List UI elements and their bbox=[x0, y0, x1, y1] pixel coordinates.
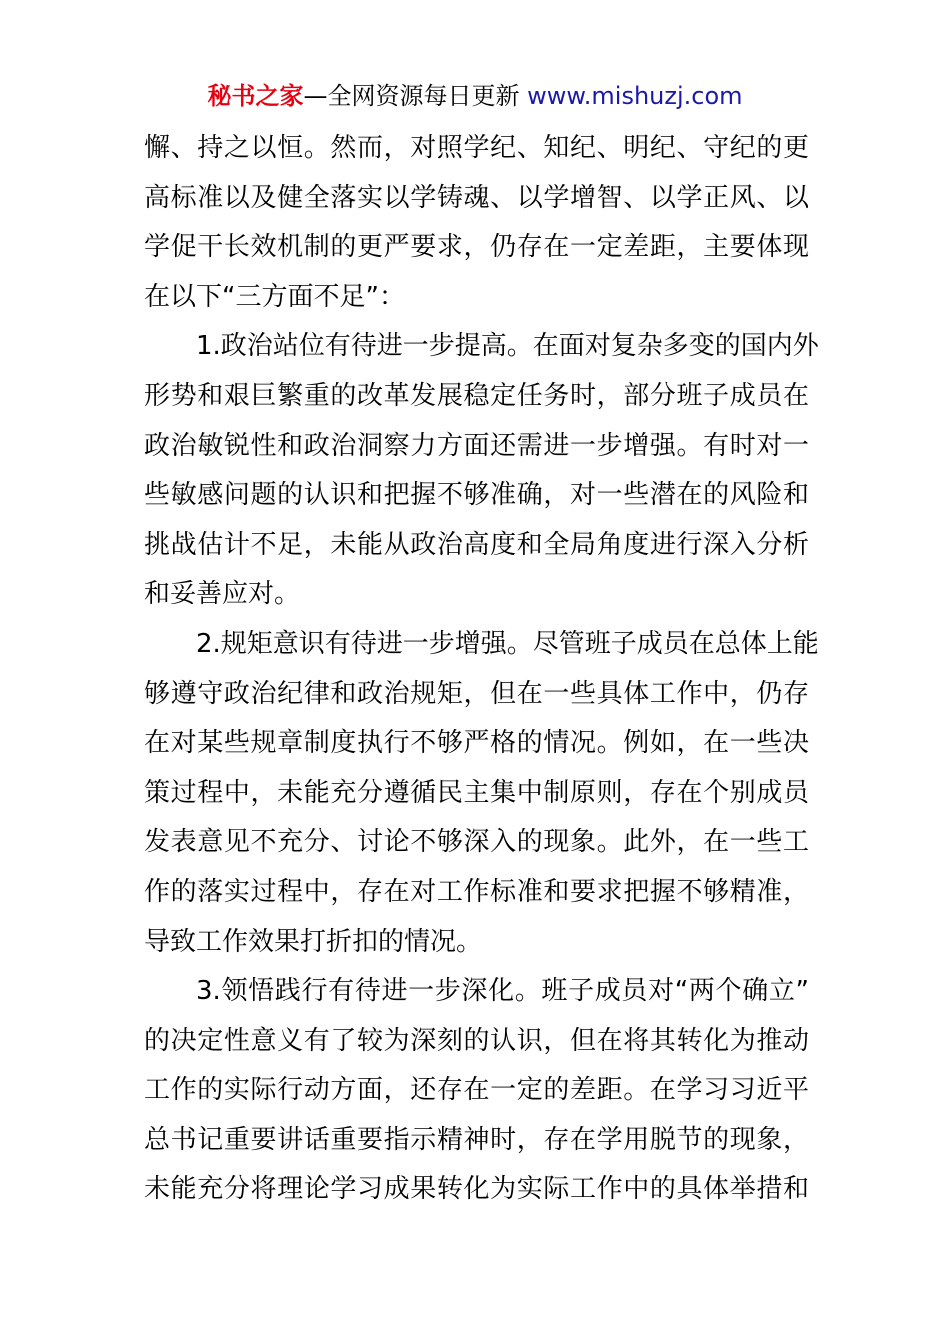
site-url-link[interactable]: www.mishuzj.com bbox=[527, 82, 743, 110]
paragraph-3-heading-line: 3.领悟践行有待进一步深化。班子成员对“两个确立” bbox=[196, 976, 809, 1007]
text-line: 懈、持之以恒。然而，对照学纪、知纪、明纪、守纪的更 bbox=[144, 133, 809, 163]
text-line: 的决定性意义有了较为深刻的认识，但在将其转化为推动 bbox=[144, 1025, 809, 1056]
text-line: 挑战估计不足，未能从政治高度和全局角度进行深入分析 bbox=[144, 529, 809, 560]
paragraph-1-heading-line: 1.政治站位有待进一步提高。在面对复杂多变的国内外 bbox=[196, 331, 819, 362]
site-tagline: —全网资源每日更新 bbox=[303, 82, 520, 110]
text-line: 和妥善应对。 bbox=[144, 579, 301, 610]
text-line: 学促干长效机制的更严要求，仍存在一定差距，主要体现 bbox=[144, 232, 809, 263]
text-line: 策过程中，未能充分遵循民主集中制原则，存在个别成员 bbox=[144, 777, 809, 808]
text-line: 导致工作效果打折扣的情况。 bbox=[144, 926, 483, 957]
text-line: 在对某些规章制度执行不够严格的情况。例如，在一些决 bbox=[144, 728, 809, 759]
document-body bbox=[144, 124, 819, 1215]
text-line: 作的落实过程中，存在对工作标准和要求把握不够精准， bbox=[144, 876, 809, 907]
text-line: 高标准以及健全落实以学铸魂、以学增智、以学正风、以 bbox=[144, 182, 809, 213]
text-line: 未能充分将理论学习成果转化为实际工作中的具体举措和 bbox=[144, 1174, 809, 1205]
text-line: 些敏感问题的认识和把握不够准确，对一些潜在的风险和 bbox=[144, 480, 809, 511]
site-brand: 秘书之家 bbox=[207, 82, 304, 110]
text-line: 工作的实际行动方面，还存在一定的差距。在学习习近平 bbox=[144, 1075, 809, 1106]
text-line: 总书记重要讲话重要指示精神时，存在学用脱节的现象， bbox=[144, 1124, 809, 1155]
text-line: 发表意见不充分、讨论不够深入的现象。此外，在一些工 bbox=[144, 827, 809, 858]
text-line: 在以下“三方面不足”： bbox=[144, 281, 405, 312]
site-header bbox=[0, 80, 950, 112]
text-line: 形势和艰巨繁重的改革发展稳定任务时，部分班子成员在 bbox=[144, 380, 809, 411]
text-line: 政治敏锐性和政治洞察力方面还需进一步增强。有时对一 bbox=[144, 430, 809, 461]
text-line: 够遵守政治纪律和政治规矩，但在一些具体工作中，仍存 bbox=[144, 678, 809, 709]
paragraph-2-heading-line: 2.规矩意识有待进一步增强。尽管班子成员在总体上能 bbox=[196, 628, 819, 659]
